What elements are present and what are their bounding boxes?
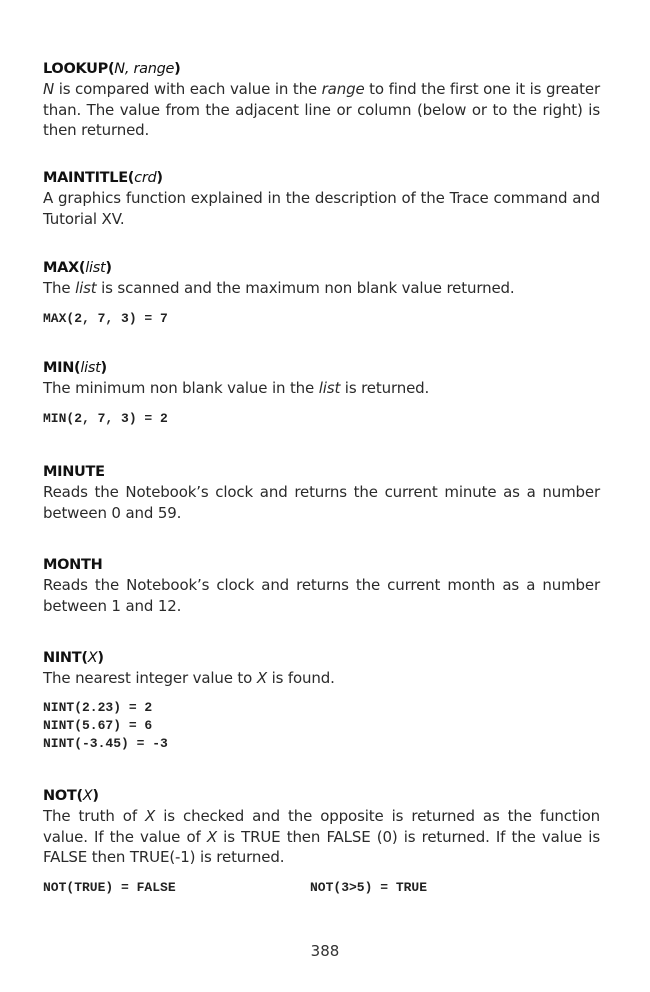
description-text: is scanned and the maximum non blank value returned. xyxy=(96,279,515,297)
entry-heading xyxy=(43,59,600,79)
description-text: is TRUE then FALSE (0) is returned. If the value is FALSE then TRUE(-1) is returned. xyxy=(43,827,600,866)
function-args: list xyxy=(80,360,101,376)
function-close: ) xyxy=(156,170,163,186)
entry-description xyxy=(43,278,600,299)
entry-heading: MINUTE xyxy=(43,464,105,480)
entry-description: Reads the Notebook’s clock and returns the current month as a number between 1 and 12. xyxy=(43,576,600,615)
description-text: to find the first one it is greater than. The value from the adjacent line or column (below or to the right) is then returned. xyxy=(43,80,600,139)
description-text: The minimum non blank value in the xyxy=(43,379,319,397)
function-name: MAX( xyxy=(43,260,86,276)
code-example: NINT(5.67) = 6 xyxy=(43,717,153,733)
entry-heading: MONTH xyxy=(43,557,103,573)
function-args: X xyxy=(82,788,93,804)
entry-description xyxy=(43,79,600,141)
code-example: MIN(2, 7, 3) = 2 xyxy=(43,410,168,426)
entry-nint xyxy=(43,648,600,753)
entry-heading xyxy=(43,786,600,806)
entry-lookup xyxy=(43,59,600,141)
entry-not xyxy=(43,786,600,897)
entry-heading xyxy=(43,168,600,188)
entry-heading xyxy=(43,258,600,278)
function-args: N, range xyxy=(114,61,175,77)
italic-term: X xyxy=(206,827,217,846)
description-text: is checked and the opposite is returned as the function value. If the value of xyxy=(43,807,601,846)
description-text: The truth of xyxy=(43,807,146,825)
italic-term: N xyxy=(43,80,55,98)
italic-term: range xyxy=(321,80,365,98)
code-example: NINT(-3.45) = -3 xyxy=(43,735,168,751)
entry-month xyxy=(43,555,600,616)
function-close: ) xyxy=(92,788,99,804)
italic-term: list xyxy=(318,379,341,397)
entry-description xyxy=(43,378,600,399)
description-text: is returned. xyxy=(340,379,430,397)
entry-heading xyxy=(43,648,600,668)
function-name: NOT( xyxy=(43,788,83,804)
code-example: NINT(2.23) = 2 xyxy=(43,699,153,715)
entry-description xyxy=(43,806,600,868)
function-name: NINT( xyxy=(43,650,88,666)
description-text: The xyxy=(43,279,76,297)
code-example: MAX(2, 7, 3) = 7 xyxy=(43,310,168,326)
entry-description: A graphics function explained in the description of the Trace command and Tutorial XV. xyxy=(43,189,600,228)
italic-term: X xyxy=(145,807,156,825)
description-text: The nearest integer value to xyxy=(43,669,257,687)
entry-heading xyxy=(43,358,600,378)
italic-term: X xyxy=(256,669,267,687)
function-args: list xyxy=(85,260,106,276)
description-text: is found. xyxy=(266,669,335,687)
entry-maintitle xyxy=(43,168,600,229)
italic-term: list xyxy=(75,279,97,297)
function-name: MIN( xyxy=(43,360,81,376)
code-example: NOT(3>5) = TRUE xyxy=(310,879,428,895)
entry-max xyxy=(43,258,600,328)
entry-minute xyxy=(43,462,600,523)
function-name: MAINTITLE( xyxy=(43,170,135,186)
description-text: is compared with each value in the xyxy=(54,80,322,98)
function-close: ) xyxy=(105,260,112,276)
function-name: LOOKUP( xyxy=(43,61,115,77)
function-close: ) xyxy=(97,650,104,666)
function-close: ) xyxy=(100,360,107,376)
code-example: NOT(TRUE) = FALSE xyxy=(43,879,176,895)
function-args: crd xyxy=(134,170,157,186)
entry-min xyxy=(43,358,600,428)
entry-description xyxy=(43,668,600,689)
entry-description: Reads the Notebook’s clock and returns the current minute as a number between 0 and 59. xyxy=(43,483,600,522)
function-args: X xyxy=(87,650,98,666)
page-number: 388 xyxy=(310,942,340,960)
function-close: ) xyxy=(174,61,181,77)
